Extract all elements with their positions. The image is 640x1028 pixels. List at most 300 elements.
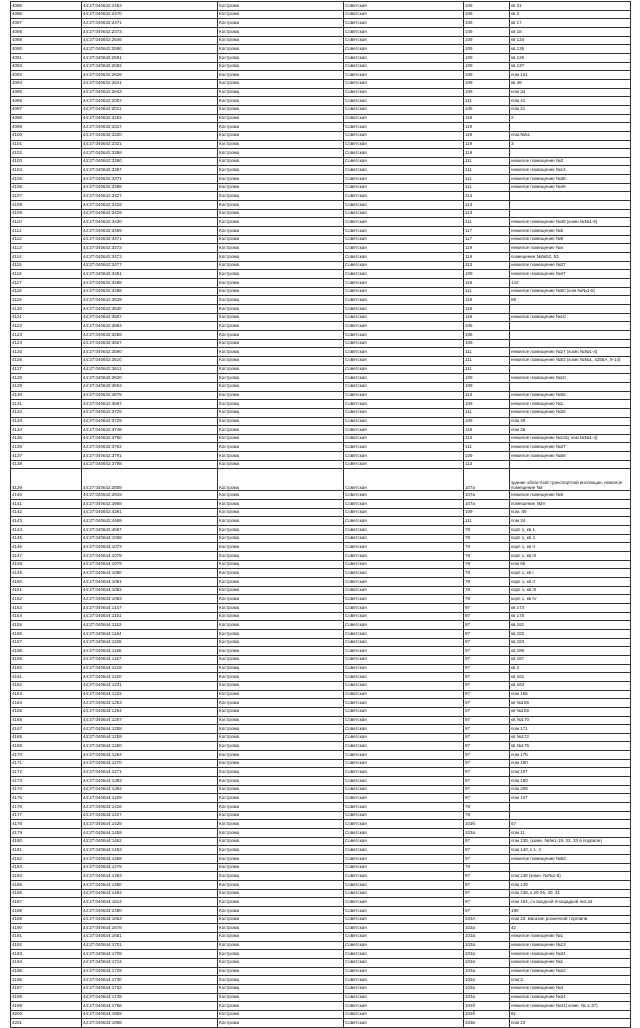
row-number-cell: 4193: [11, 950, 82, 959]
premises-cell: нежилое помещение №47: [510, 443, 631, 452]
premises-cell: нежилое помещение №47: [510, 270, 631, 279]
row-number-cell: 4134: [11, 426, 82, 435]
cadastral-number-cell: 44:27:040644:2480: [82, 906, 218, 915]
house-cell: 103а: [464, 976, 510, 985]
cadastral-number-cell: 44:27:040644:1271: [82, 768, 218, 777]
premises-cell: кв 182: [510, 629, 631, 638]
row-number-cell: 4128: [11, 374, 82, 383]
premises-cell: нежилое помещение №1: [510, 932, 631, 941]
premises-cell: помещение №№52, 53: [510, 253, 631, 262]
house-cell: 119: [464, 253, 510, 262]
table-row: [11, 655, 631, 664]
street-cell: Советская: [344, 820, 464, 829]
house-cell: 109: [464, 79, 510, 88]
street-cell: Советская: [344, 460, 464, 469]
row-number-cell: 4102: [11, 149, 82, 158]
city-cell: Кострома: [218, 1019, 344, 1028]
house-cell: 109: [464, 88, 510, 97]
cadastral-number-cell: 44:27:040642:3750: [82, 434, 218, 443]
street-cell: Советская: [344, 339, 464, 348]
city-cell: Кострома: [218, 932, 344, 941]
premises-cell: пом 187: [510, 768, 631, 777]
street-cell: Советская: [344, 595, 464, 604]
house-cell: 105: [464, 322, 510, 331]
city-cell: Кострома: [218, 192, 344, 201]
city-cell: Кострома: [218, 915, 344, 924]
row-number-cell: 4172: [11, 768, 82, 777]
row-number-cell: 4200: [11, 1010, 82, 1019]
street-cell: Советская: [344, 725, 464, 734]
table-row: [11, 751, 631, 760]
table-row: [11, 526, 631, 535]
cadastral-number-cell: 44:27:040642:3371: [82, 175, 218, 184]
row-number-cell: 4116: [11, 270, 82, 279]
cadastral-number-cell: 44:27:040644:1270: [82, 759, 218, 768]
premises-cell: кв 175: [510, 612, 631, 621]
premises-cell: пом 21: [510, 105, 631, 114]
city-cell: Кострома: [218, 759, 344, 768]
row-number-cell: 4089: [11, 36, 82, 45]
city-cell: Кострома: [218, 253, 344, 262]
premises-cell: кв 137: [510, 62, 631, 71]
row-number-cell: 4180: [11, 837, 82, 846]
row-number-cell: 4112: [11, 235, 82, 244]
table-row: [11, 105, 631, 114]
house-cell: 97: [464, 846, 510, 855]
city-cell: Кострома: [218, 227, 344, 236]
premises-cell: нежилое помещение №56: [510, 452, 631, 461]
street-cell: Советская: [344, 19, 464, 28]
cadastral-number-cell: 44:27:040644:1083: [82, 595, 218, 604]
row-number-cell: 4163: [11, 690, 82, 699]
cadastral-number-cell: 44:27:040642:3968: [82, 500, 218, 509]
table-row: [11, 2, 631, 11]
house-cell: 111: [464, 365, 510, 374]
row-number-cell: 4133: [11, 417, 82, 426]
row-number-cell: 4191: [11, 932, 82, 941]
premises-cell: пом 131: [510, 71, 631, 80]
cadastral-number-cell: 44:27:040644:1260: [82, 742, 218, 751]
house-cell: 103в: [464, 1019, 510, 1028]
house-cell: 119: [464, 123, 510, 132]
cadastral-number-cell: 44:27:040642:2643: [82, 88, 218, 97]
city-cell: Кострома: [218, 664, 344, 673]
house-cell: 97: [464, 785, 510, 794]
premises-cell: нежилое помещение №38: [510, 175, 631, 184]
city-cell: Кострома: [218, 655, 344, 664]
city-cell: Кострома: [218, 1002, 344, 1011]
row-number-cell: 4187: [11, 898, 82, 907]
table-row: [11, 500, 631, 509]
table-row: [11, 647, 631, 656]
premises-cell: [510, 330, 631, 339]
house-cell: 105: [464, 330, 510, 339]
table-row: [11, 837, 631, 846]
city-cell: Кострома: [218, 725, 344, 734]
premises-cell: кв 186: [510, 647, 631, 656]
street-cell: Советская: [344, 586, 464, 595]
street-cell: Советская: [344, 391, 464, 400]
city-cell: Кострома: [218, 330, 344, 339]
house-cell: 97: [464, 742, 510, 751]
cadastral-number-cell: 44:27:040642:3620: [82, 374, 218, 383]
table-row: [11, 898, 631, 907]
premises-cell: 2: [510, 114, 631, 123]
house-cell: 109: [464, 53, 510, 62]
street-cell: Советская: [344, 526, 464, 535]
premises-cell: кв 174: [510, 603, 631, 612]
house-cell: 119: [464, 426, 510, 435]
city-cell: Кострома: [218, 443, 344, 452]
city-cell: Кострома: [218, 829, 344, 838]
table-row: [11, 417, 631, 426]
street-cell: Советская: [344, 218, 464, 227]
premises-cell: 67: [510, 820, 631, 829]
cadastral-number-cell: 44:27:040644:1712: [82, 958, 218, 967]
row-number-cell: 4159: [11, 655, 82, 664]
city-cell: Кострома: [218, 733, 344, 742]
city-cell: Кострома: [218, 296, 344, 305]
house-cell: 111: [464, 443, 510, 452]
city-cell: Кострома: [218, 114, 344, 123]
cadastral-number-cell: 44:27:040642:3798: [82, 460, 218, 469]
city-cell: Кострома: [218, 491, 344, 500]
city-cell: Кострома: [218, 279, 344, 288]
row-number-cell: 4161: [11, 673, 82, 682]
row-number-cell: 4164: [11, 699, 82, 708]
house-cell: 103а: [464, 967, 510, 976]
premises-cell: кв №172: [510, 733, 631, 742]
cadastral-number-cell: 44:27:040642:3653: [82, 382, 218, 391]
city-cell: Кострома: [218, 287, 344, 296]
street-cell: Советская: [344, 863, 464, 872]
table-row: [11, 391, 631, 400]
row-number-cell: 4150: [11, 578, 82, 587]
street-cell: Советская: [344, 517, 464, 526]
cadastral-number-cell: 44:27:040642:3808: [82, 469, 218, 491]
city-cell: Кострома: [218, 872, 344, 881]
cadastral-number-cell: 44:27:040644:1147: [82, 603, 218, 612]
street-cell: Советская: [344, 79, 464, 88]
premises-cell: [510, 209, 631, 218]
row-number-cell: 4110: [11, 218, 82, 227]
house-cell: 109: [464, 2, 510, 11]
city-cell: Кострома: [218, 612, 344, 621]
street-cell: Советская: [344, 612, 464, 621]
house-cell: 103а: [464, 924, 510, 933]
city-cell: Кострома: [218, 534, 344, 543]
premises-cell: пом 34: [510, 517, 631, 526]
table-row: [11, 209, 631, 218]
house-cell: 113: [464, 201, 510, 210]
city-cell: Кострома: [218, 88, 344, 97]
premises-cell: пом 171: [510, 725, 631, 734]
street-cell: Советская: [344, 751, 464, 760]
house-cell: 109: [464, 19, 510, 28]
house-cell: 97: [464, 638, 510, 647]
city-cell: Кострома: [218, 97, 344, 106]
city-cell: Кострома: [218, 417, 344, 426]
house-cell: 79: [464, 811, 510, 820]
street-cell: Советская: [344, 45, 464, 54]
premises-cell: кв 136: [510, 53, 631, 62]
street-cell: Советская: [344, 638, 464, 647]
premises-cell: 42: [510, 924, 631, 933]
row-number-cell: 4170: [11, 751, 82, 760]
row-number-cell: 4198: [11, 993, 82, 1002]
table-row: [11, 140, 631, 149]
premises-cell: нежилое помещение №22: [510, 967, 631, 976]
house-cell: 109: [464, 508, 510, 517]
street-cell: Советская: [344, 123, 464, 132]
house-cell: 113: [464, 391, 510, 400]
street-cell: Советская: [344, 872, 464, 881]
premises-cell: нежилое помещение №4: [510, 984, 631, 993]
table-row: [11, 517, 631, 526]
street-cell: Советская: [344, 443, 464, 452]
row-number-cell: 4197: [11, 984, 82, 993]
cadastral-number-cell: 44:27:040642:3529: [82, 296, 218, 305]
house-cell: 97: [464, 794, 510, 803]
house-cell: 109: [464, 400, 510, 409]
cadastral-number-cell: 44:27:040644:1078: [82, 552, 218, 561]
street-cell: Советская: [344, 889, 464, 898]
premises-cell: нежилое помещение №27 (комн.№№1-4): [510, 348, 631, 357]
row-number-cell: 4098: [11, 114, 82, 123]
house-cell: 111: [464, 166, 510, 175]
street-cell: Советская: [344, 785, 464, 794]
table-row: [11, 508, 631, 517]
premises-cell: кв 31: [510, 2, 631, 11]
city-cell: Кострома: [218, 681, 344, 690]
cadastral-number-cell: 44:27:040642:3726: [82, 408, 218, 417]
table-row: [11, 586, 631, 595]
street-cell: Советская: [344, 500, 464, 509]
cadastral-number-cell: 44:27:040644:1254: [82, 707, 218, 716]
table-row: [11, 1002, 631, 1011]
street-cell: Советская: [344, 560, 464, 569]
premises-cell: корп 1, кв 4: [510, 534, 631, 543]
row-number-cell: 4178: [11, 820, 82, 829]
city-cell: Кострома: [218, 426, 344, 435]
house-cell: 97: [464, 612, 510, 621]
city-cell: Кострома: [218, 322, 344, 331]
house-cell: 119: [464, 304, 510, 313]
house-cell: 97: [464, 629, 510, 638]
street-cell: Советская: [344, 157, 464, 166]
table-row: [11, 829, 631, 838]
premises-cell: нежилое помещение №46: [510, 183, 631, 192]
city-cell: Кострома: [218, 543, 344, 552]
street-cell: Советская: [344, 209, 464, 218]
street-cell: Советская: [344, 201, 464, 210]
cadastral-number-cell: 44:27:040644:1459: [82, 829, 218, 838]
row-number-cell: 4142: [11, 508, 82, 517]
house-cell: 97: [464, 880, 510, 889]
table-row: [11, 45, 631, 54]
street-cell: Советская: [344, 733, 464, 742]
cadastral-number-cell: 44:27:040644:1079: [82, 560, 218, 569]
cadastral-number-cell: 44:27:040642:3471: [82, 235, 218, 244]
row-number-cell: 4194: [11, 958, 82, 967]
house-cell: 111: [464, 218, 510, 227]
table-row: [11, 330, 631, 339]
row-number-cell: 4092: [11, 62, 82, 71]
cadastral-number-cell: 44:27:040642:3675: [82, 391, 218, 400]
table-row: [11, 958, 631, 967]
city-cell: Кострома: [218, 967, 344, 976]
table-row: [11, 707, 631, 716]
cadastral-number-cell: 44:27:040644:1490: [82, 880, 218, 889]
house-cell: 97: [464, 906, 510, 915]
row-number-cell: 4086: [11, 10, 82, 19]
cadastral-number-cell: 44:27:040644:1475: [82, 863, 218, 872]
row-number-cell: 4135: [11, 434, 82, 443]
city-cell: Кострома: [218, 647, 344, 656]
house-cell: 97: [464, 673, 510, 682]
premises-cell: корп 1, кв II: [510, 543, 631, 552]
city-cell: Кострома: [218, 79, 344, 88]
premises-cell: [510, 803, 631, 812]
premises-cell: 143: [510, 279, 631, 288]
street-cell: Советская: [344, 304, 464, 313]
city-cell: Кострома: [218, 235, 344, 244]
house-cell: 107а: [464, 491, 510, 500]
table-row: [11, 157, 631, 166]
cadastral-number-cell: 44:27:040642:3754: [82, 443, 218, 452]
street-cell: Советская: [344, 426, 464, 435]
house-cell: 97: [464, 889, 510, 898]
premises-cell: [510, 123, 631, 132]
cadastral-number-cell: 44:27:040644:1732: [82, 984, 218, 993]
street-cell: Советская: [344, 941, 464, 950]
table-row: [11, 759, 631, 768]
premises-cell: пом 138, к 20-25, 30, 31: [510, 889, 631, 898]
premises-cell: нежилое помещение №13: [510, 941, 631, 950]
street-cell: Советская: [344, 417, 464, 426]
row-number-cell: 4186: [11, 889, 82, 898]
cadastral-number-cell: 44:27:040642:4391: [82, 508, 218, 517]
premises-cell: кв 162: [510, 673, 631, 682]
table-row: [11, 716, 631, 725]
house-cell: 103А: [464, 915, 510, 924]
street-cell: Советская: [344, 244, 464, 253]
cadastral-number-cell: 44:27:040644:1155: [82, 638, 218, 647]
house-cell: 105: [464, 105, 510, 114]
table-row: [11, 595, 631, 604]
house-cell: 97: [464, 768, 510, 777]
table-row: [11, 915, 631, 924]
cadastral-number-cell: 44:27:040644:1426: [82, 803, 218, 812]
table-row: [11, 638, 631, 647]
row-number-cell: 4177: [11, 811, 82, 820]
premises-cell: пом 180: [510, 777, 631, 786]
city-cell: Кострома: [218, 19, 344, 28]
street-cell: Советская: [344, 742, 464, 751]
table-row: [11, 906, 631, 915]
house-cell: 109: [464, 45, 510, 54]
table-row: [11, 742, 631, 751]
row-number-cell: 4185: [11, 880, 82, 889]
cadastral-number-cell: 44:27:040644:1748: [82, 993, 218, 1002]
table-row: [11, 166, 631, 175]
street-cell: Советская: [344, 690, 464, 699]
table-row: [11, 699, 631, 708]
premises-cell: пом 3: [510, 976, 631, 985]
cadastral-number-cell: 44:27:040644:1222: [82, 690, 218, 699]
street-cell: Советская: [344, 452, 464, 461]
house-cell: 111: [464, 408, 510, 417]
premises-cell: нежилое помещение №1: [510, 400, 631, 409]
cadastral-number-cell: 44:27:040642:3472: [82, 244, 218, 253]
table-row: [11, 218, 631, 227]
row-number-cell: 4104: [11, 166, 82, 175]
premises-cell: пом 34: [510, 88, 631, 97]
table-row: [11, 400, 631, 409]
premises-cell: корп 1, кв IV: [510, 595, 631, 604]
cadastral-number-cell: 44:27:040644:1708: [82, 950, 218, 959]
cadastral-number-cell: 44:27:040642:3729: [82, 417, 218, 426]
cadastral-number-cell: 44:27:040642:4469: [82, 517, 218, 526]
street-cell: Советская: [344, 1019, 464, 1028]
cadastral-number-cell: 44:27:040644:1968: [82, 1019, 218, 1028]
street-cell: Советская: [344, 552, 464, 561]
cadastral-number-cell: 44:27:040642:2471: [82, 19, 218, 28]
city-cell: Кострома: [218, 595, 344, 604]
table-row: [11, 491, 631, 500]
street-cell: Советская: [344, 36, 464, 45]
cadastral-number-cell: 44:27:040642:3427: [82, 192, 218, 201]
cadastral-number-cell: 44:27:040642:3428: [82, 201, 218, 210]
street-cell: Советская: [344, 166, 464, 175]
city-cell: Кострома: [218, 578, 344, 587]
cadastral-number-cell: 44:27:040642:2463: [82, 2, 218, 11]
city-cell: Кострома: [218, 560, 344, 569]
house-cell: 109: [464, 27, 510, 36]
city-cell: Кострома: [218, 569, 344, 578]
premises-cell: нежилое помещение №55: [510, 391, 631, 400]
street-cell: Советская: [344, 629, 464, 638]
cadastral-number-cell: 44:27:040644:1766: [82, 1002, 218, 1011]
city-cell: Кострома: [218, 837, 344, 846]
cadastral-number-cell: 44:27:040642:3488: [82, 279, 218, 288]
premises-cell: кв 134: [510, 36, 631, 45]
row-number-cell: 4169: [11, 742, 82, 751]
row-number-cell: 4127: [11, 365, 82, 374]
premises-cell: [510, 192, 631, 201]
city-cell: Кострома: [218, 768, 344, 777]
street-cell: Советская: [344, 794, 464, 803]
cadastral-number-cell: 44:27:040642:2628: [82, 71, 218, 80]
city-cell: Кострома: [218, 175, 344, 184]
house-cell: 119: [464, 149, 510, 158]
row-number-cell: 4096: [11, 97, 82, 106]
street-cell: Советская: [344, 1010, 464, 1019]
premises-cell: [510, 863, 631, 872]
house-cell: 111: [464, 348, 510, 357]
premises-cell: помещение №IV: [510, 500, 631, 509]
street-cell: Советская: [344, 400, 464, 409]
cadastral-number-cell: 44:27:040644:1068: [82, 534, 218, 543]
street-cell: Советская: [344, 175, 464, 184]
row-number-cell: 4090: [11, 45, 82, 54]
street-cell: Советская: [344, 434, 464, 443]
row-number-cell: 4166: [11, 716, 82, 725]
table-row: [11, 673, 631, 682]
table-row: [11, 820, 631, 829]
city-cell: Кострома: [218, 339, 344, 348]
house-cell: 97: [464, 837, 510, 846]
